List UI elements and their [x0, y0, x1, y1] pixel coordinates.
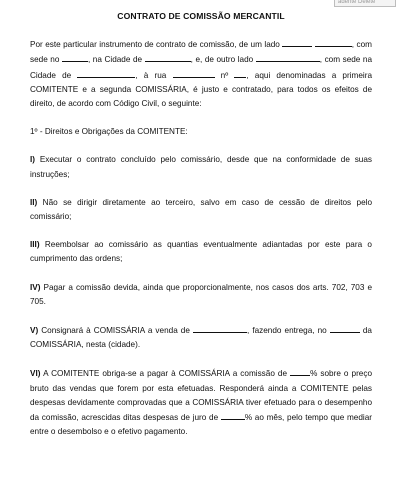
- clause-1-text: Executar o contrato concluído pelo comissário, desde que na conformidade de suas instruções;: [30, 155, 372, 179]
- intro-text-7: nº: [220, 70, 229, 80]
- blank-street: [173, 68, 215, 78]
- clause-2-numeral: II): [30, 197, 38, 207]
- clause-5: [30, 323, 372, 352]
- clause-6: [30, 366, 372, 439]
- blank-party-2: [256, 52, 320, 62]
- intro-text-3: , na Cidade de: [87, 55, 143, 65]
- clause-5-text-2: , fazendo entrega, no: [246, 326, 327, 336]
- intro-text-5: , com sede na Cidade de: [30, 55, 373, 80]
- blank-address-1: [62, 52, 88, 62]
- blank-interest-rate: [221, 410, 245, 420]
- corner-tab: [334, 0, 396, 7]
- blank-party-1-cont: [315, 37, 352, 47]
- document-title: CONTRATO DE COMISSÃO MERCANTIL: [117, 11, 285, 21]
- corner-tab-text: adente Delete: [338, 0, 376, 5]
- clause-6-numeral: VI): [30, 369, 41, 379]
- intro-text-2: , com sede no: [30, 40, 372, 65]
- section-heading: 1º - Direitos e Obrigações da COMITENTE:: [30, 127, 188, 137]
- blank-location: [330, 323, 360, 333]
- clause-6-text-3: % ao mês, pelo tempo que mediar entre o desembolso e o efetivo pagamento.: [30, 413, 373, 437]
- clause-1: [30, 153, 372, 181]
- clause-4: [30, 281, 372, 309]
- blank-goods: [193, 323, 247, 333]
- clause-2: [30, 196, 372, 224]
- clause-5-text-3: da COMISSÁRIA, nesta (cidade).: [30, 326, 372, 350]
- clause-3: [30, 238, 372, 266]
- intro-text-6: , à rua: [135, 70, 167, 80]
- intro-text-4: , e, de outro lado: [190, 55, 254, 65]
- document-page: [30, 9, 372, 439]
- blank-party-1: [282, 37, 312, 47]
- clause-2-text: Não se dirigir diretamente ao terceiro, salvo em caso de cessão de direitos pelo comissário;: [30, 197, 372, 222]
- intro-paragraph: [30, 37, 372, 111]
- clause-6-text-2: % sobre o preço bruto das vendas que forem por esta efetuadas. Responderá ainda a COMITENTE pelas despesas devidamente comprovadas que a COMISSÁRIA tiver efetuado para o desempenho da comissão, acrescidas ditas despesas de juro de: [30, 369, 372, 423]
- blank-commission-rate: [290, 366, 310, 376]
- clause-5-numeral: V): [30, 326, 39, 336]
- clause-4-text: Pagar a comissão devida, ainda que proporcionalmente, nos casos dos arts. 702, 703 e 705.: [30, 282, 372, 306]
- intro-text-8: , aqui denominadas a primeira COMITENTE e a segunda COMISSÁRIA, é justo e contratado, para todos os efeitos de direito, de acordo com Código Civil, o seguinte:: [30, 70, 373, 109]
- intro-text-1: Por este particular instrumento de contrato de comissão, de um lado: [30, 40, 280, 50]
- blank-city-1: [145, 52, 191, 62]
- clause-4-numeral: IV): [30, 282, 41, 292]
- blank-city-2: [77, 68, 135, 78]
- clause-3-text: Reembolsar ao comissário as quantias eventualmente adiantadas por este para o cumprimento das ordens;: [30, 240, 372, 264]
- clause-5-text-1: Consignará à COMISSÁRIA a venda de: [41, 326, 190, 336]
- clause-6-text-1: A COMITENTE obriga-se a pagar à COMISSÁRIA a comissão de: [43, 369, 288, 379]
- clause-3-numeral: III): [30, 240, 40, 250]
- blank-number: [234, 68, 246, 78]
- clause-1-numeral: I): [30, 155, 36, 165]
